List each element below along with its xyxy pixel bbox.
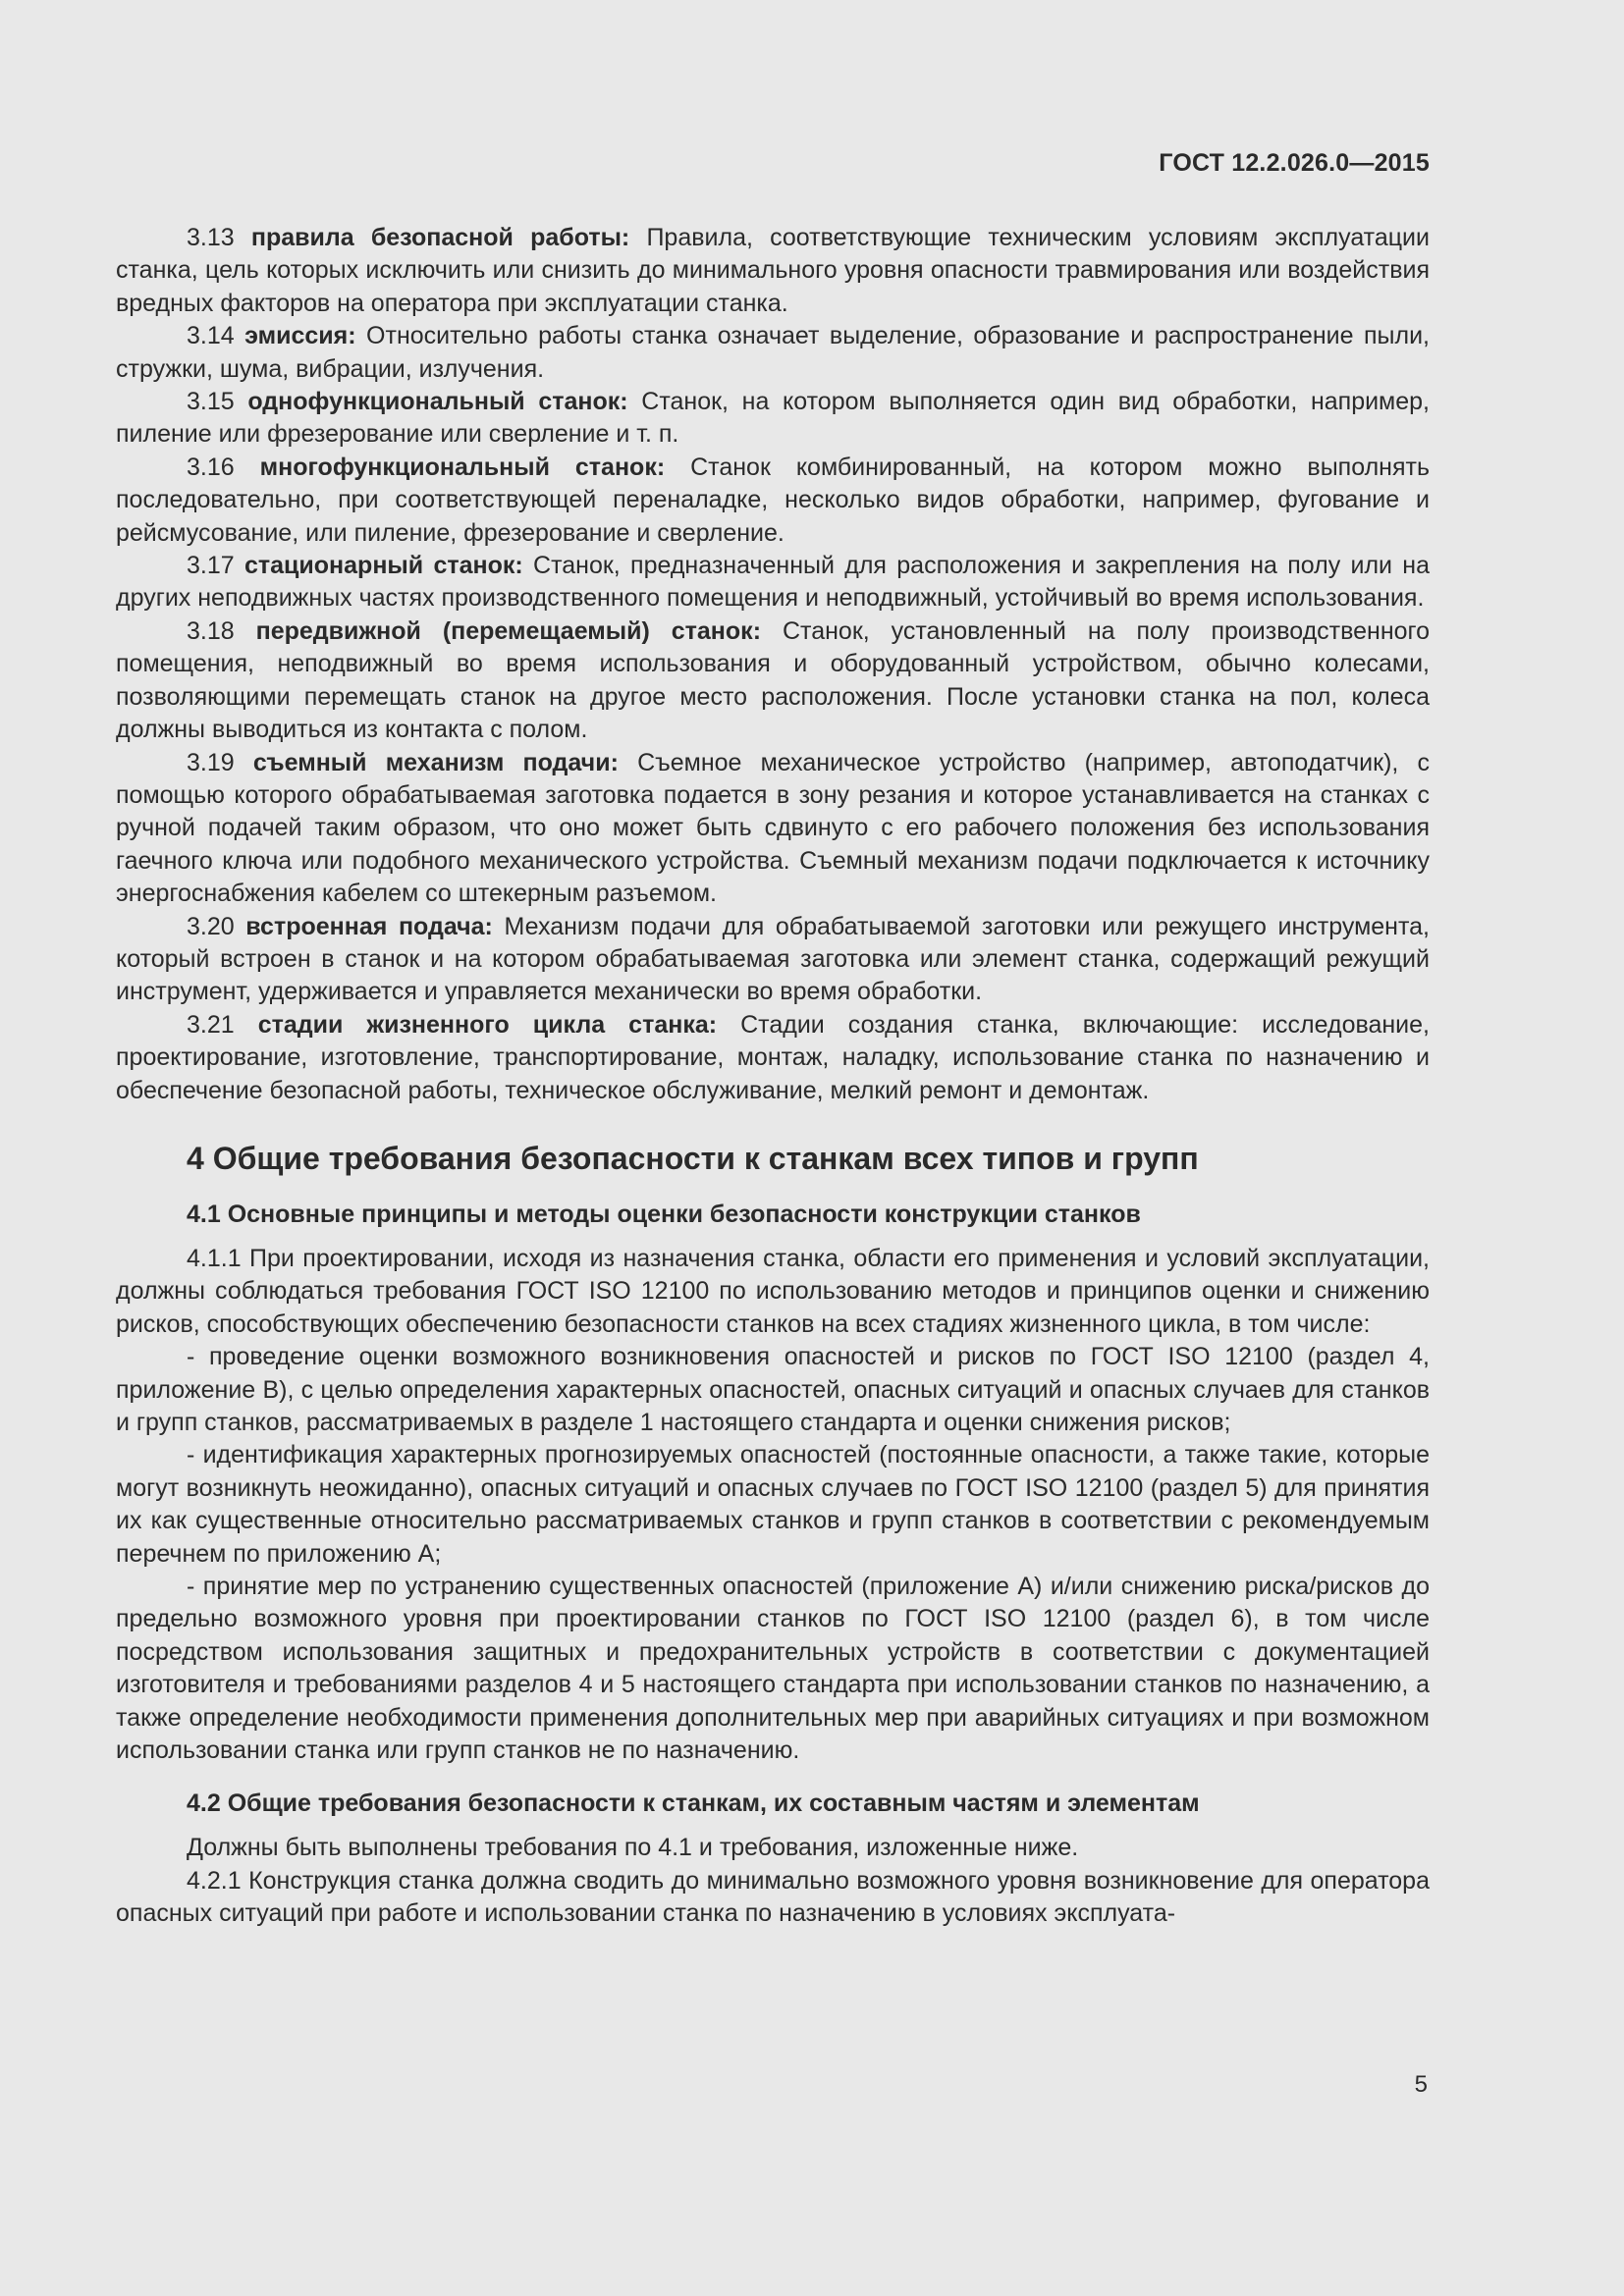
document-header: ГОСТ 12.2.026.0—2015 — [1159, 149, 1430, 177]
definition-term: однофункциональный станок: — [247, 388, 628, 416]
definition-term: правила безопасной работы: — [250, 224, 630, 251]
definition-number: 3.20 — [187, 912, 235, 940]
definition-text: Правила, соответствующие техническим условиям эксплуатации станка, цель которых исключить или снизить до минимального уровня опасности травмирования или воздействия вредных факторов на оператора при эксплуатации станка. — [116, 224, 1430, 317]
definition-3-20 — [116, 911, 1430, 1009]
definition-text: Станок, на котором выполняется один вид обработки, например, пиление или фрезерование или сверление и т. п. — [116, 388, 1430, 449]
paragraph-4-2-1: 4.2.1 Конструкция станка должна сводить до минимально возможного уровня возникновение для оператора опасных ситуаций при работе и использовании станка по назначению в условиях эксплуата- — [116, 1866, 1430, 1928]
definitions-list — [116, 222, 1430, 1107]
page-number: 5 — [1414, 2071, 1428, 2098]
definition-number: 3.21 — [187, 1010, 235, 1039]
definition-text: Механизм подачи для обрабатываемой заготовки или режущего инструмента, который встроен в станок и на котором обрабатываемая заготовка или элемент станка, содержащий режущий инструмент, удерживается и управляется механически во время обработки. — [116, 912, 1431, 1006]
list-item: - проведение оценки возможного возникновения опасностей и рисков по ГОСТ ISO 12100 (раздел 4, приложение В), с целью определения характерных опасностей, опасных ситуаций и опасных случаев для станков и групп станков, рассматриваемых в разделе 1 настоящего стандарта и оценки снижения рисков; — [116, 1343, 1430, 1436]
definition-3-13 — [116, 222, 1430, 320]
definition-number: 3.13 — [187, 224, 235, 251]
subsection-4-1-heading: 4.1 Основные принципы и методы оценки безопасности конструкции станков — [187, 1200, 1141, 1228]
definition-text: Стадии создания станка, включающие: исследование, проектирование, изготовление, транспортирование, монтаж, наладку, использование станка по назначению и обеспечение безопасной работы, техническое обслуживание, мелкий ремонт и демонтаж. — [116, 1010, 1430, 1104]
definition-term: стадии жизненного цикла станка: — [257, 1010, 718, 1039]
definition-3-14 — [116, 320, 1430, 386]
definition-term: встроенная подача: — [245, 912, 493, 940]
definition-text: Станок комбинированный, на котором можно выполнять последовательно, при соответствующей переналадке, несколько видов обработки, например, фугование и рейсмусование, или пиление, фрезерование и сверление. — [116, 453, 1430, 547]
definition-term: стационарный станок: — [244, 552, 523, 580]
list-item: - принятие мер по устранению существенных опасностей (приложение А) и/или снижению риска/рисков до предельно возможного уровня при проектировании станков по ГОСТ ISO 12100 (раздел 6), в том числе посредством использования защитных и предохранительных устройств в соответствии с документацией изготовителя и требованиями разделов 4 и 5 настоящего стандарта при использовании станков по назначению, а также определение необходимости применения дополнительных мер при аварийных ситуациях и при возможном использовании станка или групп станков не по назначению. — [116, 1573, 1430, 1765]
definition-number: 3.19 — [187, 748, 235, 776]
subsection-4-2-heading: 4.2 Общие требования безопасности к станкам, их составным частям и элементам — [187, 1789, 1200, 1818]
definition-text: Станок, установленный на полу производственного помещения, неподвижный во время использования и оборудованный устройством, обычно колесами, позволяющими перемещать станок на другое место расположения. После установки станка на пол, колеса должны выводиться из контакта с полом. — [116, 616, 1430, 744]
definition-number: 3.18 — [187, 616, 235, 645]
definition-text: Станок, предназначенный для расположения и закрепления на полу или на других неподвижных частях производственного помещения и неподвижный, устойчивый во время использования. — [116, 552, 1431, 613]
definition-term: передвижной (перемещаемый) станок: — [255, 616, 762, 645]
definition-number: 3.17 — [187, 552, 235, 580]
definition-number: 3.15 — [187, 388, 235, 416]
section-4-heading: 4 Общие требования безопасности к станкам всех типов и групп — [187, 1140, 1199, 1176]
paragraph-4-2-intro: Должны быть выполнены требования по 4.1 и требования, изложенные ниже. — [187, 1834, 1079, 1862]
page-body — [116, 222, 1430, 1931]
definition-number: 3.16 — [187, 453, 235, 481]
definition-text: Относительно работы станка означает выделение, образование и распространение пыли, стружки, шума, вибрации, излучения. — [116, 322, 1430, 383]
definition-3-16 — [116, 452, 1430, 550]
definition-3-18 — [116, 615, 1430, 747]
paragraph-4-1-1: 4.1.1 При проектировании, исходя из назначения станка, области его применения и условий эксплуатации, должны соблюдаться требования ГОСТ ISO 12100 по использованию методов и принципов оценки и снижению рисков, способствующих обеспечению безопасности станков на всех стадиях жизненного цикла, в том числе: — [116, 1244, 1430, 1338]
list-item: - идентификация характерных прогнозируемых опасностей (постоянные опасности, а также такие, которые могут возникнуть неожиданно), опасных ситуаций и опасных случаев по ГОСТ ISO 12100 (раздел 5) для принятия их как существенные относительно рассматриваемых станков и групп станков в соответствии с рекомендуемым перечнем по приложению А; — [116, 1441, 1430, 1568]
definition-term: многофункциональный станок: — [259, 453, 666, 481]
definition-term: съемный механизм подачи: — [252, 748, 619, 776]
definition-3-21 — [116, 1009, 1430, 1107]
definition-text: Съемное механическое устройство (например, автоподатчик), с помощью которого обрабатываемая заготовка подается в зону резания и которое устанавливается на станках с ручной подачей таким образом, что оно может быть сдвинуто с его рабочего положения без использования гаечного ключа или подобного механического устройства. Съемный механизм подачи подключается к источнику энергоснабжения кабелем со штекерным разъемом. — [116, 748, 1431, 908]
definition-term: эмиссия: — [244, 322, 356, 350]
definition-3-15 — [116, 386, 1430, 452]
definition-3-19 — [116, 747, 1430, 911]
definition-3-17 — [116, 550, 1430, 615]
definition-number: 3.14 — [187, 322, 235, 350]
